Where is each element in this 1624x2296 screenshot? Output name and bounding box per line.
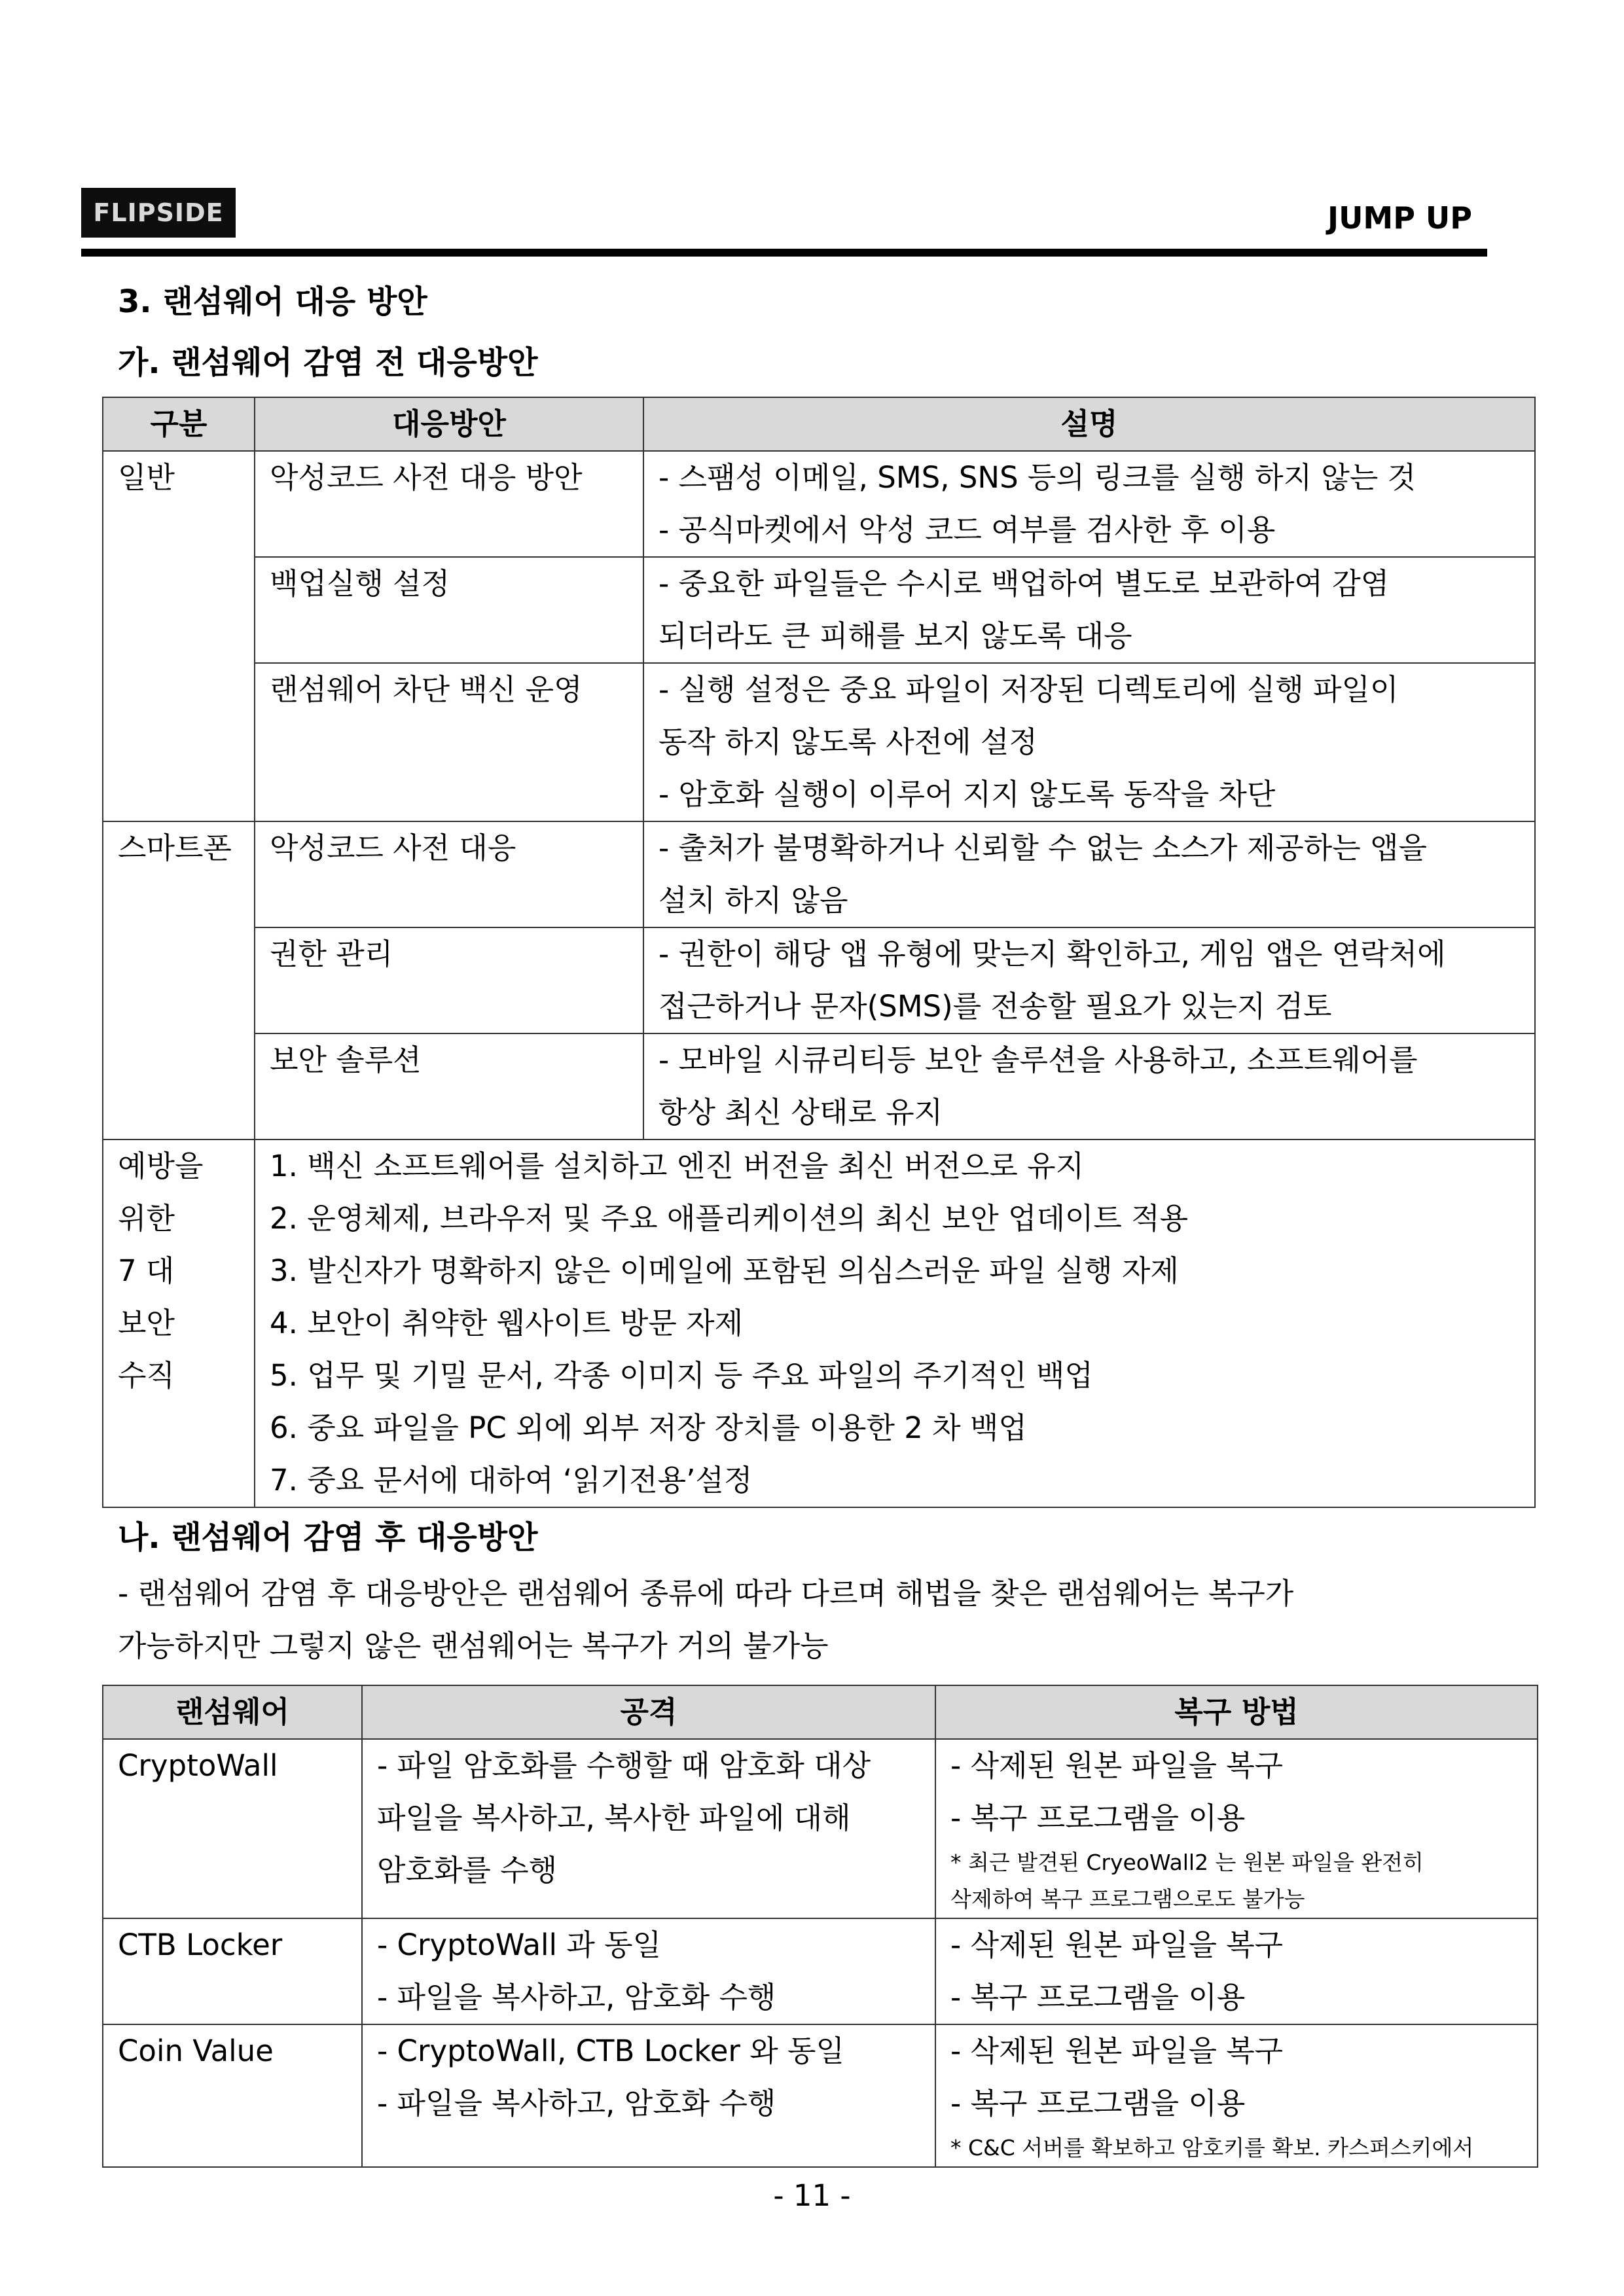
recovery-cell: [935, 2024, 1538, 2167]
description-line: - 모바일 시큐리티등 보안 솔루션을 사용하고, 소프트웨어를: [659, 1043, 1418, 1077]
category-line: 예방을: [118, 1149, 204, 1183]
prevention-item: 7. 중요 문서에 대하여 ‘읽기전용’설정: [270, 1463, 753, 1498]
pre-infection-table: [102, 397, 1536, 1508]
category-line: 수직: [118, 1358, 175, 1393]
description-line: - 스팸성 이메일, SMS, SNS 등의 링크를 실행 하지 않는 것: [659, 460, 1416, 495]
col-header-ransomware: 랜섬웨어: [103, 1685, 362, 1739]
attack-line: 암호화를 수행: [377, 1853, 558, 1888]
section-title: 3. 랜섬웨어 대응 방안: [118, 283, 427, 320]
prevention-item: 6. 중요 파일을 PC 외에 외부 저장 장치를 이용한 2 차 백업: [270, 1410, 1027, 1445]
description-line: - 출처가 불명확하거나 신뢰할 수 없는 소스가 제공하는 앱을: [659, 831, 1427, 865]
flipside-logo: FLIPSIDE: [81, 188, 236, 238]
description-line: 되더라도 큰 피해를 보지 않도록 대응: [659, 619, 1132, 653]
description-line: 항상 최신 상태로 유지: [659, 1095, 943, 1130]
description-cell: [643, 821, 1535, 927]
description-line: 접근하거나 문자(SMS)를 전송할 필요가 있는지 검토: [659, 989, 1332, 1024]
col-header-recovery: 복구 방법: [935, 1685, 1538, 1739]
table-row: [103, 1139, 1535, 1507]
attack-line: 파일을 복사하고, 복사한 파일에 대해: [377, 1801, 851, 1835]
description-cell: [643, 927, 1535, 1033]
table-row: [103, 1033, 1535, 1139]
measure-cell: 백업실행 설정: [255, 557, 643, 663]
table-row: [103, 2024, 1538, 2167]
measure-cell: 악성코드 사전 대응 방안: [255, 451, 643, 557]
description-line: - 실행 설정은 중요 파일이 저장된 디렉토리에 실행 파일이: [659, 672, 1399, 707]
description-cell: [643, 663, 1535, 821]
page-number: - 11 -: [773, 2178, 851, 2213]
attack-line: - 파일을 복사하고, 암호화 수행: [377, 1980, 776, 2015]
subsection-b-title: 나. 랜섬웨어 감염 후 대응방안: [118, 1519, 538, 1556]
description-line: - 공식마켓에서 악성 코드 여부를 검사한 후 이용: [659, 512, 1276, 547]
description-line: - 권한이 해당 앱 유형에 맞는지 확인하고, 게임 앱은 연락처에: [659, 937, 1446, 971]
subsection-a-title: 가. 랜섬웨어 감염 전 대응방안: [118, 344, 538, 381]
col-header-attack: 공격: [362, 1685, 935, 1739]
table-row: [103, 927, 1535, 1033]
recovery-note: 삭제하여 복구 프로그램으로도 불가능: [950, 1886, 1305, 1912]
table-row: [103, 1918, 1538, 2024]
prevention-item: 2. 운영체제, 브라우저 및 주요 애플리케이션의 최신 보안 업데이트 적용: [270, 1201, 1189, 1236]
recovery-line: - 삭제된 원본 파일을 복구: [950, 2034, 1284, 2068]
prevention-item: 5. 업무 및 기밀 문서, 각종 이미지 등 주요 파일의 주기적인 백업: [270, 1358, 1093, 1393]
category-line: 보안: [118, 1306, 175, 1340]
recovery-cell: [935, 1739, 1538, 1918]
col-header-description: 설명: [643, 397, 1535, 451]
post-infection-table: [102, 1685, 1538, 2168]
prevention-item: 4. 보안이 취약한 웹사이트 방문 자제: [270, 1306, 744, 1340]
measure-cell: 악성코드 사전 대응: [255, 821, 643, 927]
prevention-item: 3. 발신자가 명확하지 않은 이메일에 포함된 의심스러운 파일 실행 자제: [270, 1253, 1179, 1288]
category-smartphone: 스마트폰: [103, 821, 255, 1139]
table-row: [103, 663, 1535, 821]
measure-cell: 보안 솔루션: [255, 1033, 643, 1139]
table-row: [103, 451, 1535, 557]
intro-line: 가능하지만 그렇지 않은 랜섬웨어는 복구가 거의 불가능: [118, 1628, 829, 1663]
description-cell: [643, 451, 1535, 557]
category-line: 7 대: [118, 1253, 175, 1288]
table-row: [103, 821, 1535, 927]
description-cell: [643, 557, 1535, 663]
attack-line: - CryptoWall 과 동일: [377, 1928, 662, 1962]
recovery-line: - 삭제된 원본 파일을 복구: [950, 1928, 1284, 1962]
attack-line: - CryptoWall, CTB Locker 와 동일: [377, 2034, 844, 2068]
intro-paragraph: [118, 1568, 1293, 1672]
attack-cell: [362, 2024, 935, 2167]
description-line: - 중요한 파일들은 수시로 백업하여 별도로 보관하여 감염: [659, 566, 1390, 601]
table-header-row: [103, 1685, 1538, 1739]
category-prevention: [103, 1139, 255, 1507]
col-header-measure: 대응방안: [255, 397, 643, 451]
table-row: [103, 1739, 1538, 1918]
prevention-list: [255, 1139, 1535, 1507]
recovery-note: * 최근 발견된 CryeoWall2 는 원본 파일을 완전히: [950, 1850, 1424, 1875]
intro-line: - 랜섬웨어 감염 후 대응방안은 랜섬웨어 종류에 따라 다르며 해법을 찾은 랜섬웨어는 복구가: [118, 1576, 1294, 1611]
prevention-item: 1. 백신 소프트웨어를 설치하고 엔진 버전을 최신 버전으로 유지: [270, 1149, 1085, 1183]
recovery-line: - 복구 프로그램을 이용: [950, 1801, 1246, 1835]
col-header-category: 구분: [103, 397, 255, 451]
header-title: JUMP UP: [1327, 200, 1472, 236]
description-line: 설치 하지 않음: [659, 883, 848, 918]
measure-cell: 권한 관리: [255, 927, 643, 1033]
attack-cell: [362, 1739, 935, 1918]
recovery-cell: [935, 1918, 1538, 2024]
recovery-note: * C&C 서버를 확보하고 암호키를 확보. 카스퍼스키에서: [950, 2135, 1474, 2161]
category-general: 일반: [103, 451, 255, 821]
description-cell: [643, 1033, 1535, 1139]
category-line: 위한: [118, 1201, 175, 1236]
ransomware-name: Coin Value: [103, 2024, 362, 2167]
recovery-line: - 복구 프로그램을 이용: [950, 1980, 1246, 2015]
table-row: [103, 557, 1535, 663]
recovery-line: - 삭제된 원본 파일을 복구: [950, 1748, 1284, 1783]
attack-cell: [362, 1918, 935, 2024]
recovery-line: - 복구 프로그램을 이용: [950, 2086, 1246, 2121]
ransomware-name: CryptoWall: [103, 1739, 362, 1918]
description-line: 동작 하지 않도록 사전에 설정: [659, 725, 1038, 759]
attack-line: - 파일 암호화를 수행할 때 암호화 대상: [377, 1748, 871, 1783]
description-line: - 암호화 실행이 이루어 지지 않도록 동작을 차단: [659, 777, 1276, 812]
ransomware-name: CTB Locker: [103, 1918, 362, 2024]
measure-cell: 랜섬웨어 차단 백신 운영: [255, 663, 643, 821]
header-rule: [81, 249, 1487, 257]
table-header-row: [103, 397, 1535, 451]
attack-line: - 파일을 복사하고, 암호화 수행: [377, 2086, 776, 2121]
